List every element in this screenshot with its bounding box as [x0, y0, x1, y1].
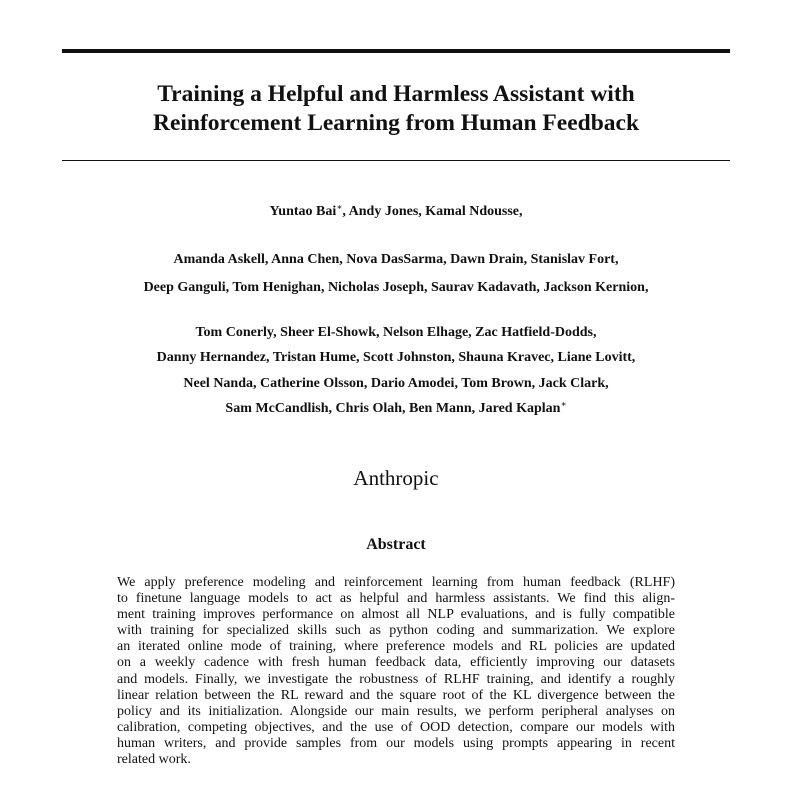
- abstract-body: [117, 575, 675, 768]
- title-line-2: Reinforcement Learning from Human Feedback: [152, 110, 640, 136]
- abstract-line: on a weekly cadence with fresh human feedback data, efficiently improving our datasets: [117, 655, 675, 671]
- abstract-line: policy and its initialization. Alongside our main results, we perform peripheral analyses on: [117, 703, 675, 719]
- abstract-line: human writers, and provide samples from our models using prompts appearing in recent: [117, 735, 675, 751]
- title-line-1: Training a Helpful and Harmless Assistant with: [157, 81, 635, 107]
- top-rule: [62, 49, 730, 53]
- corresponding-mark-2: ∗: [560, 399, 567, 409]
- author-line-5: Danny Hernandez, Tristan Hume, Scott Johnston, Shauna Kravec, Liane Lovitt,: [156, 350, 636, 365]
- author-line-1-post: Andy Jones, Kamal Ndousse,: [345, 204, 523, 219]
- author-line-2: Amanda Askell, Anna Chen, Nova DasSarma, Dawn Drain, Stanislav Fort,: [173, 252, 619, 267]
- abstract-line: ment training improves performance on almost all NLP evaluations, and is fully compatible: [117, 607, 675, 623]
- author-line-7: [62, 401, 730, 417]
- abstract-line: an iterated online mode of training, where preference models and RL policies are updated: [117, 639, 675, 655]
- corresponding-mark-1: ∗: [336, 202, 343, 212]
- abstract-line: We apply preference modeling and reinforcement learning from human feedback (RLHF): [117, 575, 675, 590]
- author-line-4: Tom Conerly, Sheer El-Showk, Nelson Elhage, Zac Hatfield-Dodds,: [195, 325, 597, 340]
- affiliation: Anthropic: [353, 466, 439, 490]
- abstract-line: linear relation between the RL reward and the square root of the KL divergence between the: [117, 687, 675, 703]
- abstract-line: and models. Finally, we investigate the robustness of RLHF training, and identify a roughly: [117, 671, 675, 687]
- author-line-7-text: Sam McCandlish, Chris Olah, Ben Mann, Jared Kaplan: [225, 401, 561, 416]
- abstract-line: related work.: [117, 752, 191, 768]
- author-line-1: Yuntao Bai∗, Andy Jones, Kamal Ndousse,: [269, 202, 523, 219]
- abstract-line: calibration, competing objectives, and the use of OOD detection, compare our models with: [117, 719, 675, 735]
- title-rule: [62, 160, 730, 161]
- abstract-heading: Abstract: [366, 536, 426, 553]
- paper-title: [62, 80, 730, 138]
- abstract-line: with training for specialized skills such as python coding and summarization. We explore: [117, 623, 675, 639]
- author-line-3: Deep Ganguli, Tom Henighan, Nicholas Joseph, Saurav Kadavath, Jackson Kernion,: [143, 280, 649, 295]
- author-line-6: Neel Nanda, Catherine Olsson, Dario Amodei, Tom Brown, Jack Clark,: [183, 376, 609, 391]
- abstract-line: to finetune language models to act as helpful and harmless assistants. We find this align-: [117, 591, 675, 607]
- author-line-1-pre: Yuntao Bai: [269, 204, 337, 219]
